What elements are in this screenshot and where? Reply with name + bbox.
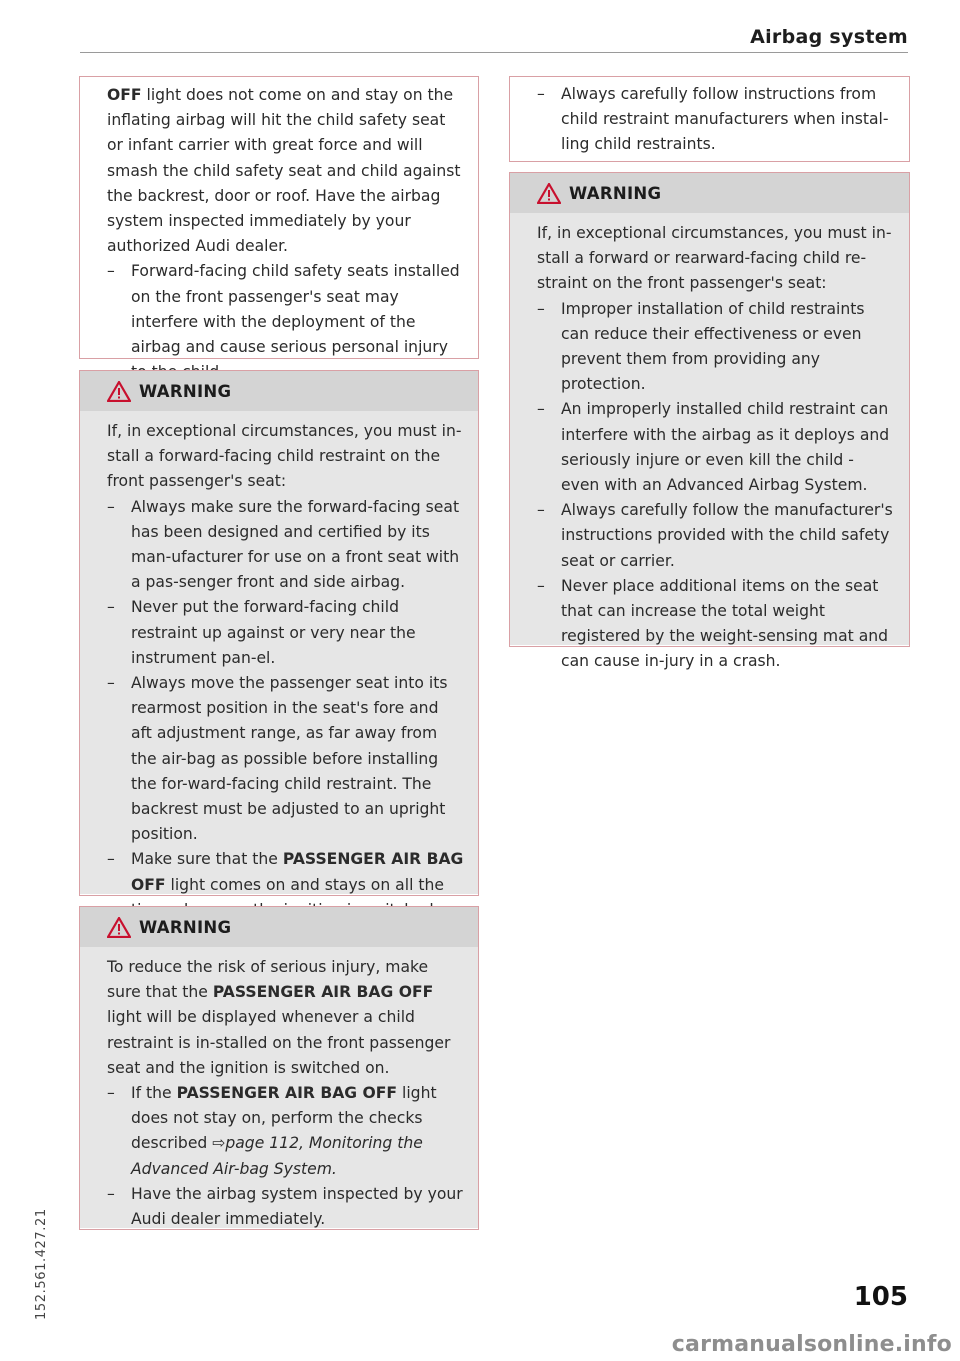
list-item: – Always carefully follow the manufacturer's instructions provided with the child safety seat or carrier. (537, 501, 893, 570)
warning-box-forward-facing (79, 370, 479, 896)
page-reference-link[interactable]: ⇨page 112, Monitoring the Advanced Air-bag System. (131, 1134, 423, 1178)
warning-title: WARNING (139, 917, 232, 937)
warning-triangle-icon (107, 917, 131, 938)
warning-title: WARNING (139, 381, 232, 401)
list-item-text: light does not stay on, perform the checks described (131, 1084, 437, 1153)
warning-intro: If, in exceptional circumstances, you must in-stall a forward-facing child restraint on the front passenger's seat: (107, 422, 462, 491)
warning-header (80, 907, 478, 947)
warning-triangle-icon (537, 183, 561, 204)
list-item: – Never put the forward-facing child restraint up against or very near the instrument pan-el. (107, 598, 416, 667)
intro-text: light will be displayed whenever a child restraint is in-stalled on the front passenger seat and the ignition is switched on. (107, 1008, 451, 1077)
list-item: – Improper installation of child restraints can reduce their effectiveness or even prevent them from providing any protection. (537, 299, 865, 394)
list-item-text: Forward-facing child safety seats installed on the front passenger's seat may interfere with the deployment of the airbag and cause serious personal injury (131, 262, 460, 357)
list-item-text: Make sure that the (131, 850, 283, 869)
warning-header (80, 371, 478, 411)
page-number: 105 (853, 1282, 908, 1312)
bold-indicator-label: PASSENGER AIR BAG OFF (212, 983, 434, 1002)
list-item: – Always move the passenger seat into its rearmost position in the seat's fore and aft adjustment range, as far away from the air-bag as possible before installing the for-ward-facing child restraint. The backrest must be adjusted to an upright position. (107, 674, 448, 844)
list-item-text: An improperly installed child restraint can interfere with the airbag as it deploys and seriously injure or even kill the child - even with an Advanced Airbag System. (561, 400, 890, 495)
warning-box-indicator-light (79, 906, 479, 1230)
continued-sentence: light does not come on and stay on the inflating airbag will hit the child safety seat or infant carrier with great force and will smash the child safety seat and child against the backrest, door or roof. Have the airbag system inspected immediately by your authorized Audi dealer. (107, 86, 461, 256)
warning-intro (107, 955, 464, 1081)
list-item: – Always make sure the forward-facing seat has been designed and certified by its man-ufacturer for use on a front seat with a pas-senger front and side airbag. (107, 497, 460, 592)
list-item: – Always carefully follow instructions from child restraint manufacturers when instal-ling child restraints. (537, 85, 889, 154)
list-item-text: Never put the forward-facing child restraint up against or very near the instrument pan-el. (131, 598, 416, 667)
list-item-text: light comes on and stays on all the (170, 875, 444, 894)
list-item-text: Always move the passenger seat into its rearmost position in the seat's fore and aft adjustment range, as far away from the air-bag as possible before installing the for-ward-facing child restraint. The backrest must be adjusted to an upright position. (131, 674, 448, 844)
page-section-title: Airbag system (750, 26, 908, 48)
warning-intro: If, in exceptional circumstances, you must in-stall a forward or rearward-facing child re-straint on the front passenger's seat: (537, 224, 892, 293)
header-rule (80, 52, 908, 53)
continued-text (107, 83, 464, 259)
list-item: – Make sure that the PASSENGER AIR BAG OFF light comes on and stays on all the (107, 847, 464, 923)
warning-box-forward-rearward (509, 172, 910, 671)
bold-indicator-label: PASSENGER AIR BAG OFF (176, 1084, 398, 1103)
list-item-text: Improper installation of child restraints can reduce their effectiveness or even prevent them from providing any protection. (561, 299, 865, 394)
list-item: – Forward-facing child safety seats installed on the front passenger's seat may interfere with the deployment of the airbag and cause serious personal injury (107, 259, 464, 385)
warning-triangle-icon (107, 381, 131, 402)
list-item: – Never place additional items on the seat that can increase the total weight registered by the weight-sensing mat and can cause in-jury in a crash. (537, 576, 889, 671)
list-item-text: Always carefully follow the manufacturer's instructions provided with the child safety seat or carrier. (561, 501, 893, 570)
continued-warning-box-right (509, 76, 910, 162)
document-code: 152.561.427.21 (34, 1208, 49, 1320)
list-item-text: Always carefully follow instructions from child restraint manufacturers when instal-ling child restraints. (561, 85, 889, 154)
list-item: – An improperly installed child restraint can interfere with the airbag as it deploys and seriously injure or even kill the child - even with an Advanced Airbag System. (537, 400, 890, 495)
bold-off-label: OFF (107, 86, 142, 104)
warning-body (80, 947, 478, 1228)
watermark: carmanualsonline.info (671, 1332, 952, 1357)
list-item-text: If the (131, 1084, 177, 1103)
list-item-text: Have the airbag system inspected by your Audi dealer immediately. (131, 1184, 463, 1229)
list-item-text: Never place additional items on the seat that can increase the total weight registered by the weight-sensing mat and can cause in-jury in a crash. (561, 576, 889, 671)
warning-header (510, 173, 909, 213)
list-item-text: Always make sure the forward-facing seat has been designed and certified by its man-ufacturer for use on a front seat with a pas-senger front and side airbag. (131, 497, 460, 592)
warning-body (80, 411, 478, 894)
continued-warning-box-left (79, 76, 479, 359)
intro-text: To reduce the risk of serious injury, make sure that the (107, 958, 429, 1002)
bold-indicator-label: PASSENGER AIR BAG OFF (131, 850, 464, 894)
warning-title: WARNING (569, 183, 662, 203)
warning-body (510, 213, 909, 671)
list-item: – Have the airbag system inspected by your Audi dealer immediately. (107, 1184, 463, 1229)
list-item: – If the PASSENGER AIR BAG OFF light does not stay on, perform the checks described ⇨page 112, Monitoring the Advanced Air-bag System. (107, 1084, 437, 1178)
